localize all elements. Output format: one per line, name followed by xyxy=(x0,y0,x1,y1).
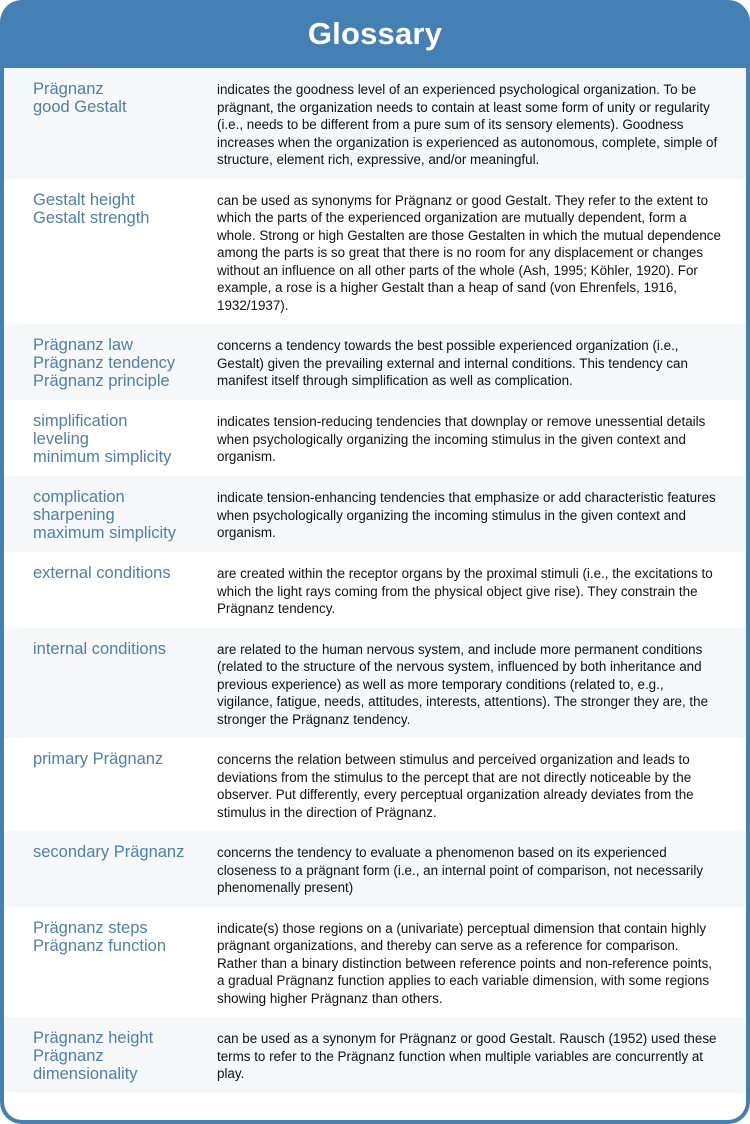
glossary-title: Glossary xyxy=(307,16,443,51)
term-label: external conditions xyxy=(33,564,171,582)
term-label: good Gestalt xyxy=(33,98,127,116)
term-label: Prägnanz law xyxy=(33,336,133,354)
glossary-term xyxy=(4,336,217,390)
glossary-term xyxy=(4,564,217,618)
glossary-definition: indicate tension-enhancing tendencies that emphasize or add characteristic features when psychologically organizing the incoming stimulus in the given context and organism. xyxy=(217,490,716,540)
term-label: Prägnanz function xyxy=(33,936,167,955)
glossary-entry xyxy=(4,738,746,831)
term-label: leveling xyxy=(33,430,89,448)
glossary-definition: indicate(s) those regions on a (univariate) perceptual dimension that contain highly prägnant organizations, and thereby can serve as a reference for comparison. Rather than a binary distinction between reference points and non-reference points, a gradual Prägnanz function applies to each variable dimension, with some regions showing higher Prägnanz than others. xyxy=(217,920,713,1006)
glossary-definition: are created within the receptor organs by the proximal stimuli (i.e., the excitations to which the light rays coming from the physical object give rise). They constrain the Prägnanz tendency. xyxy=(217,566,713,616)
glossary-definition: concerns the relation between stimulus and perceived organization and leads to deviations from the stimulus to the percept that are not directly noticeable by the observer. Put differently, every perceptual organization already deviates from the stimulus in the direction of Prägnanz. xyxy=(217,752,694,820)
glossary-entry xyxy=(4,907,746,1018)
term-label: Prägnanz xyxy=(33,1047,104,1065)
glossary-entry xyxy=(4,1017,746,1093)
term-label: dimensionality xyxy=(33,1065,138,1083)
glossary-definition: concerns a tendency towards the best possible experienced organization (i.e., Gestalt) given the prevailing external and internal conditions. This tendency can manifest itself through simplification as well as complication. xyxy=(217,338,688,388)
glossary-term xyxy=(4,843,217,897)
glossary-term xyxy=(4,640,217,729)
term-label: Prägnanz height xyxy=(33,1029,154,1047)
term-label: maximum simplicity xyxy=(33,524,177,542)
glossary-definition: indicates the goodness level of an experienced psychological organization. To be prägnant, the organization needs to contain at least some form of unity or regularity (i.e., needs to be different from a pure sum of its sensory elements). Goodness increases when the organization is experienced as autonomous, complete, simple of structure, element rich, expressive, and/or meaningful. xyxy=(217,82,718,167)
term-label: Prägnanz xyxy=(33,80,104,98)
term-label: Prägnanz tendency xyxy=(33,354,176,372)
glossary-term xyxy=(4,412,217,466)
glossary-entry xyxy=(4,628,746,739)
term-label: Prägnanz principle xyxy=(33,372,170,390)
glossary-entry xyxy=(4,68,746,179)
glossary-term xyxy=(4,80,217,169)
term-label: complication xyxy=(33,488,125,506)
glossary-entry xyxy=(4,400,746,476)
glossary-term xyxy=(4,488,217,542)
term-label: Prägnanz steps xyxy=(33,918,148,937)
term-label: simplification xyxy=(33,412,128,430)
glossary-entry xyxy=(4,831,746,907)
term-label: internal conditions xyxy=(33,639,166,658)
glossary-definition: are related to the human nervous system, and include more permanent conditions (related to the structure of the nervous system, influenced by both inheritance and previous experience) as well as more temporary conditions (related to, e.g., vigilance, fatigue, needs, attitudes, interests, attentions). The stronger they are, the stronger the Prägnanz tendency. xyxy=(217,641,709,727)
glossary-definition: indicates tension-reducing tendencies that downplay or remove unessential details when psychologically organizing the incoming stimulus in the given context and organism. xyxy=(217,414,706,464)
term-label: minimum simplicity xyxy=(33,448,172,466)
glossary-definition: concerns the tendency to evaluate a phenomenon based on its experienced closeness to a prägnant form (i.e., an internal point of comparison, not necessarily phenomenally present) xyxy=(217,845,704,895)
term-label: primary Prägnanz xyxy=(33,750,164,768)
glossary-table xyxy=(4,68,746,1120)
glossary-entry xyxy=(4,476,746,552)
term-label: sharpening xyxy=(33,506,115,524)
glossary-entry xyxy=(4,179,746,325)
glossary-entry xyxy=(4,552,746,628)
term-label: Gestalt strength xyxy=(33,208,150,227)
glossary-term xyxy=(4,1029,217,1083)
glossary-term xyxy=(4,919,217,1008)
glossary-term xyxy=(4,750,217,821)
term-label: Gestalt height xyxy=(33,190,135,209)
glossary-term xyxy=(4,191,217,315)
term-label: secondary Prägnanz xyxy=(33,843,185,861)
glossary-definition: can be used as a synonym for Prägnanz or good Gestalt. Rausch (1952) used these terms to refer to the Prägnanz function when multiple variables are concurrently at play. xyxy=(217,1031,717,1081)
glossary-definition: can be used as synonyms for Prägnanz or good Gestalt. They refer to the extent to which the parts of the experienced organization are mutually dependent, form a whole. Strong or high Gestalten are those Gestalten in which the mutual dependence among the parts is so great that there is no room for any displacement or changes without an influence on all other parts of the whole (Ash, 1995; Köhler, 1920). For example, a rose is a higher Gestalt than a heap of sand (von Ehrenfels, 1916, 1932/1937). xyxy=(217,192,721,313)
glossary-entry xyxy=(4,324,746,400)
